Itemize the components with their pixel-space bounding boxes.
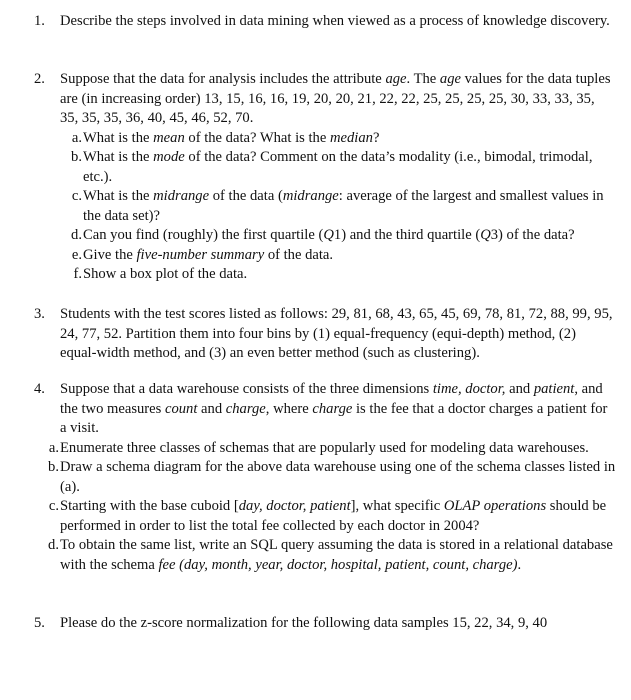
text-run: 1) and the third quartile ( <box>333 227 481 243</box>
text-run: Can you find (roughly) the first quartile ( <box>83 227 324 243</box>
text-run: values for the data tuples are (in increasing order) 13, 15, 16, 16, 19, 20, 20, 21, 22, 22, 25, 25, 25, 25, 30, 33, 33, 35, 35, 35, 35, 36, 40, 45, 46, 52, 70. <box>60 71 611 126</box>
emphasis: five-number summary <box>136 246 265 263</box>
emphasis: fee (day, month, year, doctor, hospital, patient, count, charge) <box>158 556 518 573</box>
subquestion-a <box>37 439 616 459</box>
emphasis: Q <box>480 227 491 243</box>
text-run: ? <box>372 129 380 146</box>
text-run: Suppose that a data warehouse consists of the three dimensions <box>60 381 433 397</box>
text-run: To obtain the same list, write an SQL query assuming the data is stored in a relational database with the schema <box>60 537 613 573</box>
subquestion-d <box>37 536 616 575</box>
text-run: of the data ( <box>209 188 283 204</box>
emphasis: median <box>329 129 373 146</box>
question-number: 3. <box>34 306 45 322</box>
subquestion-e <box>60 246 616 266</box>
text-run: : average of the largest and smallest values in the data set)? <box>83 188 604 224</box>
emphasis: OLAP operations <box>443 498 547 514</box>
text-run: Give the <box>83 246 137 263</box>
emphasis: charge <box>312 400 353 417</box>
subquestion-letter: e. <box>71 246 82 263</box>
emphasis: mean <box>153 129 185 146</box>
emphasis: midrange <box>282 188 339 204</box>
text-run: is the fee that a doctor charges a patient for a visit. <box>60 400 608 436</box>
emphasis: patient <box>533 381 575 397</box>
subquestion-b <box>60 148 616 187</box>
text-run: of the data? Comment on the data’s modality (i.e., bimodal, trimodal, etc.). <box>83 149 593 185</box>
question-text: Please do the z-score normalization for the following data samples 15, 22, 34, 9, 40 <box>60 615 548 631</box>
text-run: and <box>505 381 534 397</box>
text-run: What is the <box>83 149 154 165</box>
text-run: Draw a schema diagram for the above data warehouse using one of the schema classes listed in (a). <box>60 459 616 495</box>
text-run: What is the <box>83 129 154 146</box>
emphasis: mode <box>153 149 185 165</box>
text-run: . <box>517 556 522 573</box>
question-number: 2. <box>34 71 45 87</box>
subquestion-a <box>60 129 616 149</box>
question-text <box>60 70 616 285</box>
subquestion-letter: a. <box>71 129 82 146</box>
subquestion-letter: d. <box>48 537 59 553</box>
question-number: 4. <box>34 381 45 397</box>
emphasis: charge <box>225 400 266 417</box>
text-run: ], what specific <box>350 498 444 514</box>
text-run: Starting with the base cuboid [ <box>60 498 239 514</box>
emphasis: age <box>385 71 407 87</box>
text-run: , where <box>265 400 313 417</box>
subquestion-letter: c. <box>71 188 82 204</box>
emphasis: count <box>164 400 198 417</box>
emphasis: midrange <box>153 188 210 204</box>
text-run: . The <box>406 71 440 87</box>
subquestion-b <box>37 458 616 497</box>
text-run: of the data? What is the <box>184 129 330 146</box>
text-run: 3) of the data? <box>490 227 575 243</box>
emphasis: age <box>439 71 461 87</box>
subquestion-letter: f. <box>73 266 82 282</box>
text-run: Suppose that the data for analysis includes the attribute <box>60 71 386 87</box>
emphasis: Q <box>323 227 334 243</box>
subquestion-letter: b. <box>71 149 82 165</box>
question-number: 1. <box>34 13 45 29</box>
subquestion-list <box>37 439 616 576</box>
text-run: Show a box plot of the data. <box>83 266 248 282</box>
text-run: should be performed in order to list the total fee collected by each doctor in 2004? <box>60 498 607 534</box>
text-run: , and the two measures <box>60 381 603 417</box>
subquestion-c <box>60 187 616 226</box>
emphasis: time, doctor, <box>432 381 506 397</box>
question-text: Describe the steps involved in data mining when viewed as a process of knowledge discovery. <box>60 13 610 29</box>
text-run: and <box>197 400 226 417</box>
question-text <box>48 380 616 575</box>
text-run: What is the <box>83 188 154 204</box>
text-run: of the data. <box>264 246 334 263</box>
text-run: Enumerate three classes of schemas that are popularly used for modeling data warehouses. <box>60 439 589 456</box>
subquestion-letter: b. <box>48 459 59 475</box>
subquestion-letter: c. <box>48 498 59 514</box>
question-text: Students with the test scores listed as follows: 29, 81, 68, 43, 65, 45, 69, 78, 81, 72, 88, 99, 95, 24, 77, 52. Partition them into four bins by (1) equal-frequency (equi-depth) method, (2) equal-width method, and (3) an even better method (such as clustering). <box>60 306 613 361</box>
question-number: 5. <box>34 615 45 631</box>
subquestion-letter: a. <box>48 439 59 456</box>
subquestion-letter: d. <box>71 227 82 243</box>
subquestion-c <box>37 497 616 536</box>
emphasis: day, doctor, patient <box>238 498 351 514</box>
subquestion-d <box>60 226 616 246</box>
subquestion-f <box>60 265 616 285</box>
subquestion-list <box>37 129 616 285</box>
